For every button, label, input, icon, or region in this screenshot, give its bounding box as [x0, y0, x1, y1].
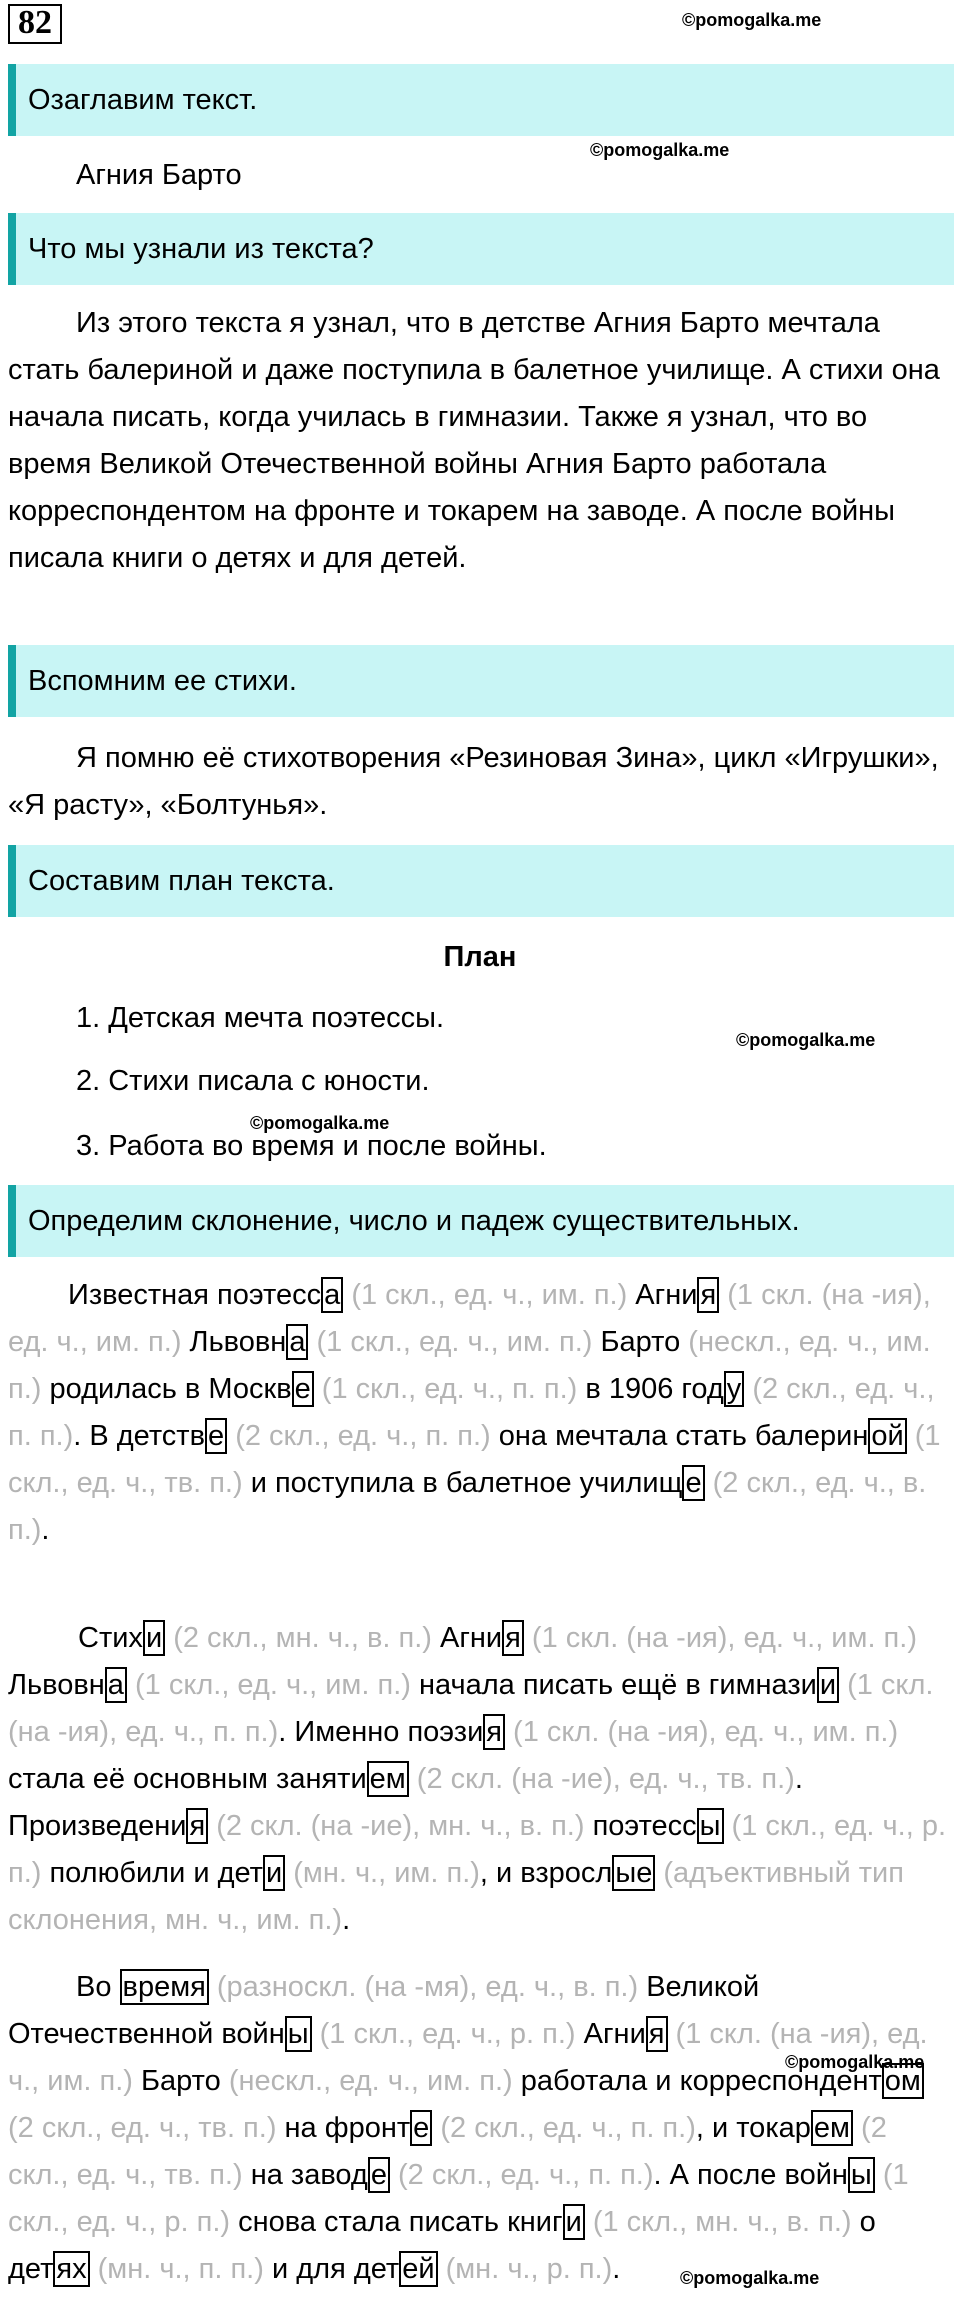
text-run: .	[41, 1514, 50, 1546]
analysis-paragraph	[8, 1964, 952, 2293]
grammar-note: (1 скл., ед. ч., р. п.)	[8, 2159, 909, 2238]
grammar-note: (2 скл., ед. ч., п. п.)	[432, 2112, 696, 2144]
ending-box: я	[186, 1808, 208, 1844]
ending-box: а	[105, 1667, 127, 1703]
poems-paragraph: Я помню её стихотворения «Резиновая Зина», цикл «Игрушки», «Я расту», «Болтунья».	[8, 742, 939, 821]
plan-item: 2. Стихи писала с юности.	[76, 1065, 430, 1097]
grammar-note: (1 скл., ед. ч., им. п.)	[308, 1326, 593, 1358]
grammar-note: (2 скл. (на -ие), ед. ч., тв. п.)	[408, 1763, 795, 1795]
summary-paragraph: Из этого текста я узнал, что в детстве Агния Барто мечтала стать балериной и даже поступила в балетное училище. А стихи она начала писать, когда училась в гимназии. Также я узнал, что во время Великой Отечественной войны Агния Барто работала корреспондентом на фронте и токарем на заводе. А после войны писала книги о детях и для детей.	[8, 307, 940, 574]
ending-box: е	[292, 1371, 314, 1407]
ending-box: и	[563, 2204, 585, 2240]
text-run: Барто	[132, 2065, 229, 2097]
text-run: о дет	[8, 2206, 876, 2285]
text-run: и для дет	[263, 2253, 400, 2285]
watermark: ©pomogalka.me	[590, 140, 730, 160]
plan-item: 1. Детская мечта поэтессы.	[76, 1002, 445, 1034]
plan-title: План	[443, 941, 517, 973]
text-run: она мечтала стать балерин	[490, 1420, 869, 1452]
text-run: на завод	[242, 2159, 368, 2191]
grammar-note: (1 скл., ед. ч., п. п.)	[313, 1373, 578, 1405]
grammar-note: (мн. ч., р. п.)	[437, 2253, 613, 2285]
grammar-note: (1 скл. (на -ия), ед. ч., им. п.)	[523, 1622, 917, 1654]
text-run: , и токар	[695, 2112, 811, 2144]
ending-box: ем	[811, 2110, 853, 2146]
ending-box: и	[263, 1855, 285, 1891]
ending-box: и	[143, 1620, 165, 1656]
text-run: . А после войн	[653, 2159, 848, 2191]
heading-plan: Составим план текста.	[8, 845, 954, 917]
text-run: Барто	[592, 1326, 689, 1358]
watermark: ©pomogalka.me	[682, 10, 822, 30]
text-run: работала и корреспондент	[512, 2065, 882, 2097]
analysis-paragraph	[8, 1615, 952, 1944]
grammar-note: (1 скл., ед. ч., им. п.)	[343, 1279, 628, 1311]
text-run: , и взросл	[479, 1857, 613, 1889]
watermark: ©pomogalka.me	[250, 1113, 390, 1133]
heading-title-text: Озаглавим текст.	[8, 64, 954, 136]
grammar-note: (2 скл., ед. ч., тв. п.)	[8, 2112, 277, 2144]
ending-box: у	[724, 1371, 745, 1407]
text-run: поэтесс	[584, 1810, 697, 1842]
text-run: и поступила в балетное училищ	[242, 1467, 683, 1499]
ending-box: ом	[882, 2063, 924, 2099]
ending-box: я	[697, 1277, 719, 1313]
ending-box: я	[646, 2016, 668, 2052]
analysis-paragraph	[8, 1272, 952, 1554]
ending-box: ы	[697, 1808, 724, 1844]
text-run: Львовн	[8, 1669, 105, 1701]
ending-box: ы	[848, 2157, 875, 2193]
text-run: родилась в Москв	[41, 1373, 292, 1405]
text-run: . Именно поэзи	[278, 1716, 484, 1748]
text-run: Стих	[78, 1622, 143, 1654]
ending-box: я	[483, 1714, 505, 1750]
watermark: ©pomogalka.me	[680, 2268, 820, 2288]
text-run: Агни	[627, 1279, 698, 1311]
ending-box: ы	[285, 2016, 312, 2052]
ending-box: время	[120, 1969, 209, 2005]
ending-box: ях	[53, 2251, 89, 2287]
grammar-note: (адъективный тип склонения, мн. ч., им. п.)	[8, 1857, 904, 1936]
text-run: .	[342, 1904, 351, 1936]
ending-box: е	[682, 1465, 704, 1501]
ending-box: а	[321, 1277, 343, 1313]
text-run: Львовн	[181, 1326, 287, 1358]
text-run: в 1906 год	[577, 1373, 724, 1405]
heading-what-learned: Что мы узнали из текста?	[8, 213, 954, 285]
text-run: полюбили и дет	[41, 1857, 263, 1889]
ending-box: я	[502, 1620, 524, 1656]
grammar-note: (нескл., ед. ч., им. п.)	[8, 1326, 931, 1405]
grammar-note: (1 скл., ед. ч., р. п.)	[8, 1810, 946, 1889]
ending-box: ые	[612, 1855, 655, 1891]
ending-box: ой	[868, 1418, 906, 1454]
grammar-note: (нескл., ед. ч., им. п.)	[228, 2065, 513, 2097]
text-run: начала писать ещё в гимнази	[410, 1669, 817, 1701]
heading-poems: Вспомним ее стихи.	[8, 645, 954, 717]
grammar-note: (2 скл., ед. ч., п. п.)	[8, 1373, 935, 1452]
grammar-note: (2 скл. (на -ие), мн. ч., в. п.)	[208, 1810, 585, 1842]
plan-item: 3. Работа во время и после войны.	[76, 1130, 547, 1162]
text-run: на фронт	[276, 2112, 411, 2144]
exercise-number: 82	[8, 4, 62, 44]
watermark: ©pomogalka.me	[736, 1030, 876, 1050]
title-answer: Агния Барто	[76, 159, 242, 191]
text-run: Во	[76, 1971, 120, 2003]
ending-box: ей	[399, 2251, 437, 2287]
text-run: стала её основным заняти	[8, 1763, 367, 1795]
grammar-note: (2 скл., ед. ч., п. п.)	[389, 2159, 654, 2191]
grammar-note: (мн. ч., п. п.)	[89, 2253, 264, 2285]
grammar-note: (1 скл., ед. ч., р. п.)	[311, 2018, 576, 2050]
text-run: . В детств	[73, 1420, 205, 1452]
ending-box: ем	[367, 1761, 409, 1797]
text-run: Известная поэтесс	[68, 1279, 322, 1311]
grammar-note: (1 скл., мн. ч., в. п.)	[584, 2206, 852, 2238]
heading-declension: Определим склонение, число и падеж существительных.	[8, 1185, 954, 1257]
grammar-note: (мн. ч., им. п.)	[285, 1857, 480, 1889]
grammar-note: (2 скл., мн. ч., в. п.)	[165, 1622, 432, 1654]
text-run: Агни	[575, 2018, 646, 2050]
text-run: снова стала писать книг	[230, 2206, 563, 2238]
grammar-note: (1 скл. (на -ия), ед. ч., им. п.)	[8, 1279, 931, 1358]
watermark: ©pomogalka.me	[785, 2052, 925, 2072]
text-run: . Произведени	[8, 1763, 803, 1842]
ending-box: е	[368, 2157, 390, 2193]
text-run: Великой Отечественной войн	[8, 1971, 760, 2050]
text-run: Агни	[431, 1622, 503, 1654]
grammar-note: (2 скл., ед. ч., в. п.)	[8, 1467, 927, 1546]
grammar-note: (1 скл. (на -ия), ед. ч., им. п.)	[8, 2018, 928, 2097]
ending-box: а	[286, 1324, 308, 1360]
ending-box: е	[205, 1418, 227, 1454]
ending-box: и	[817, 1667, 839, 1703]
grammar-note: (1 скл., ед. ч., тв. п.)	[8, 1420, 941, 1499]
grammar-note: (1 скл., ед. ч., им. п.)	[126, 1669, 411, 1701]
ending-box: е	[410, 2110, 432, 2146]
grammar-note: (2 скл., ед. ч., п. п.)	[227, 1420, 491, 1452]
grammar-note: (1 скл. (на -ия), ед. ч., им. п.)	[505, 1716, 899, 1748]
text-run: .	[612, 2253, 621, 2285]
grammar-note: (разноскл. (на -мя), ед. ч., в. п.)	[208, 1971, 639, 2003]
grammar-note: (1 скл. (на -ия), ед. ч., п. п.)	[8, 1669, 934, 1748]
grammar-note: (2 скл., ед. ч., тв. п.)	[8, 2112, 887, 2191]
